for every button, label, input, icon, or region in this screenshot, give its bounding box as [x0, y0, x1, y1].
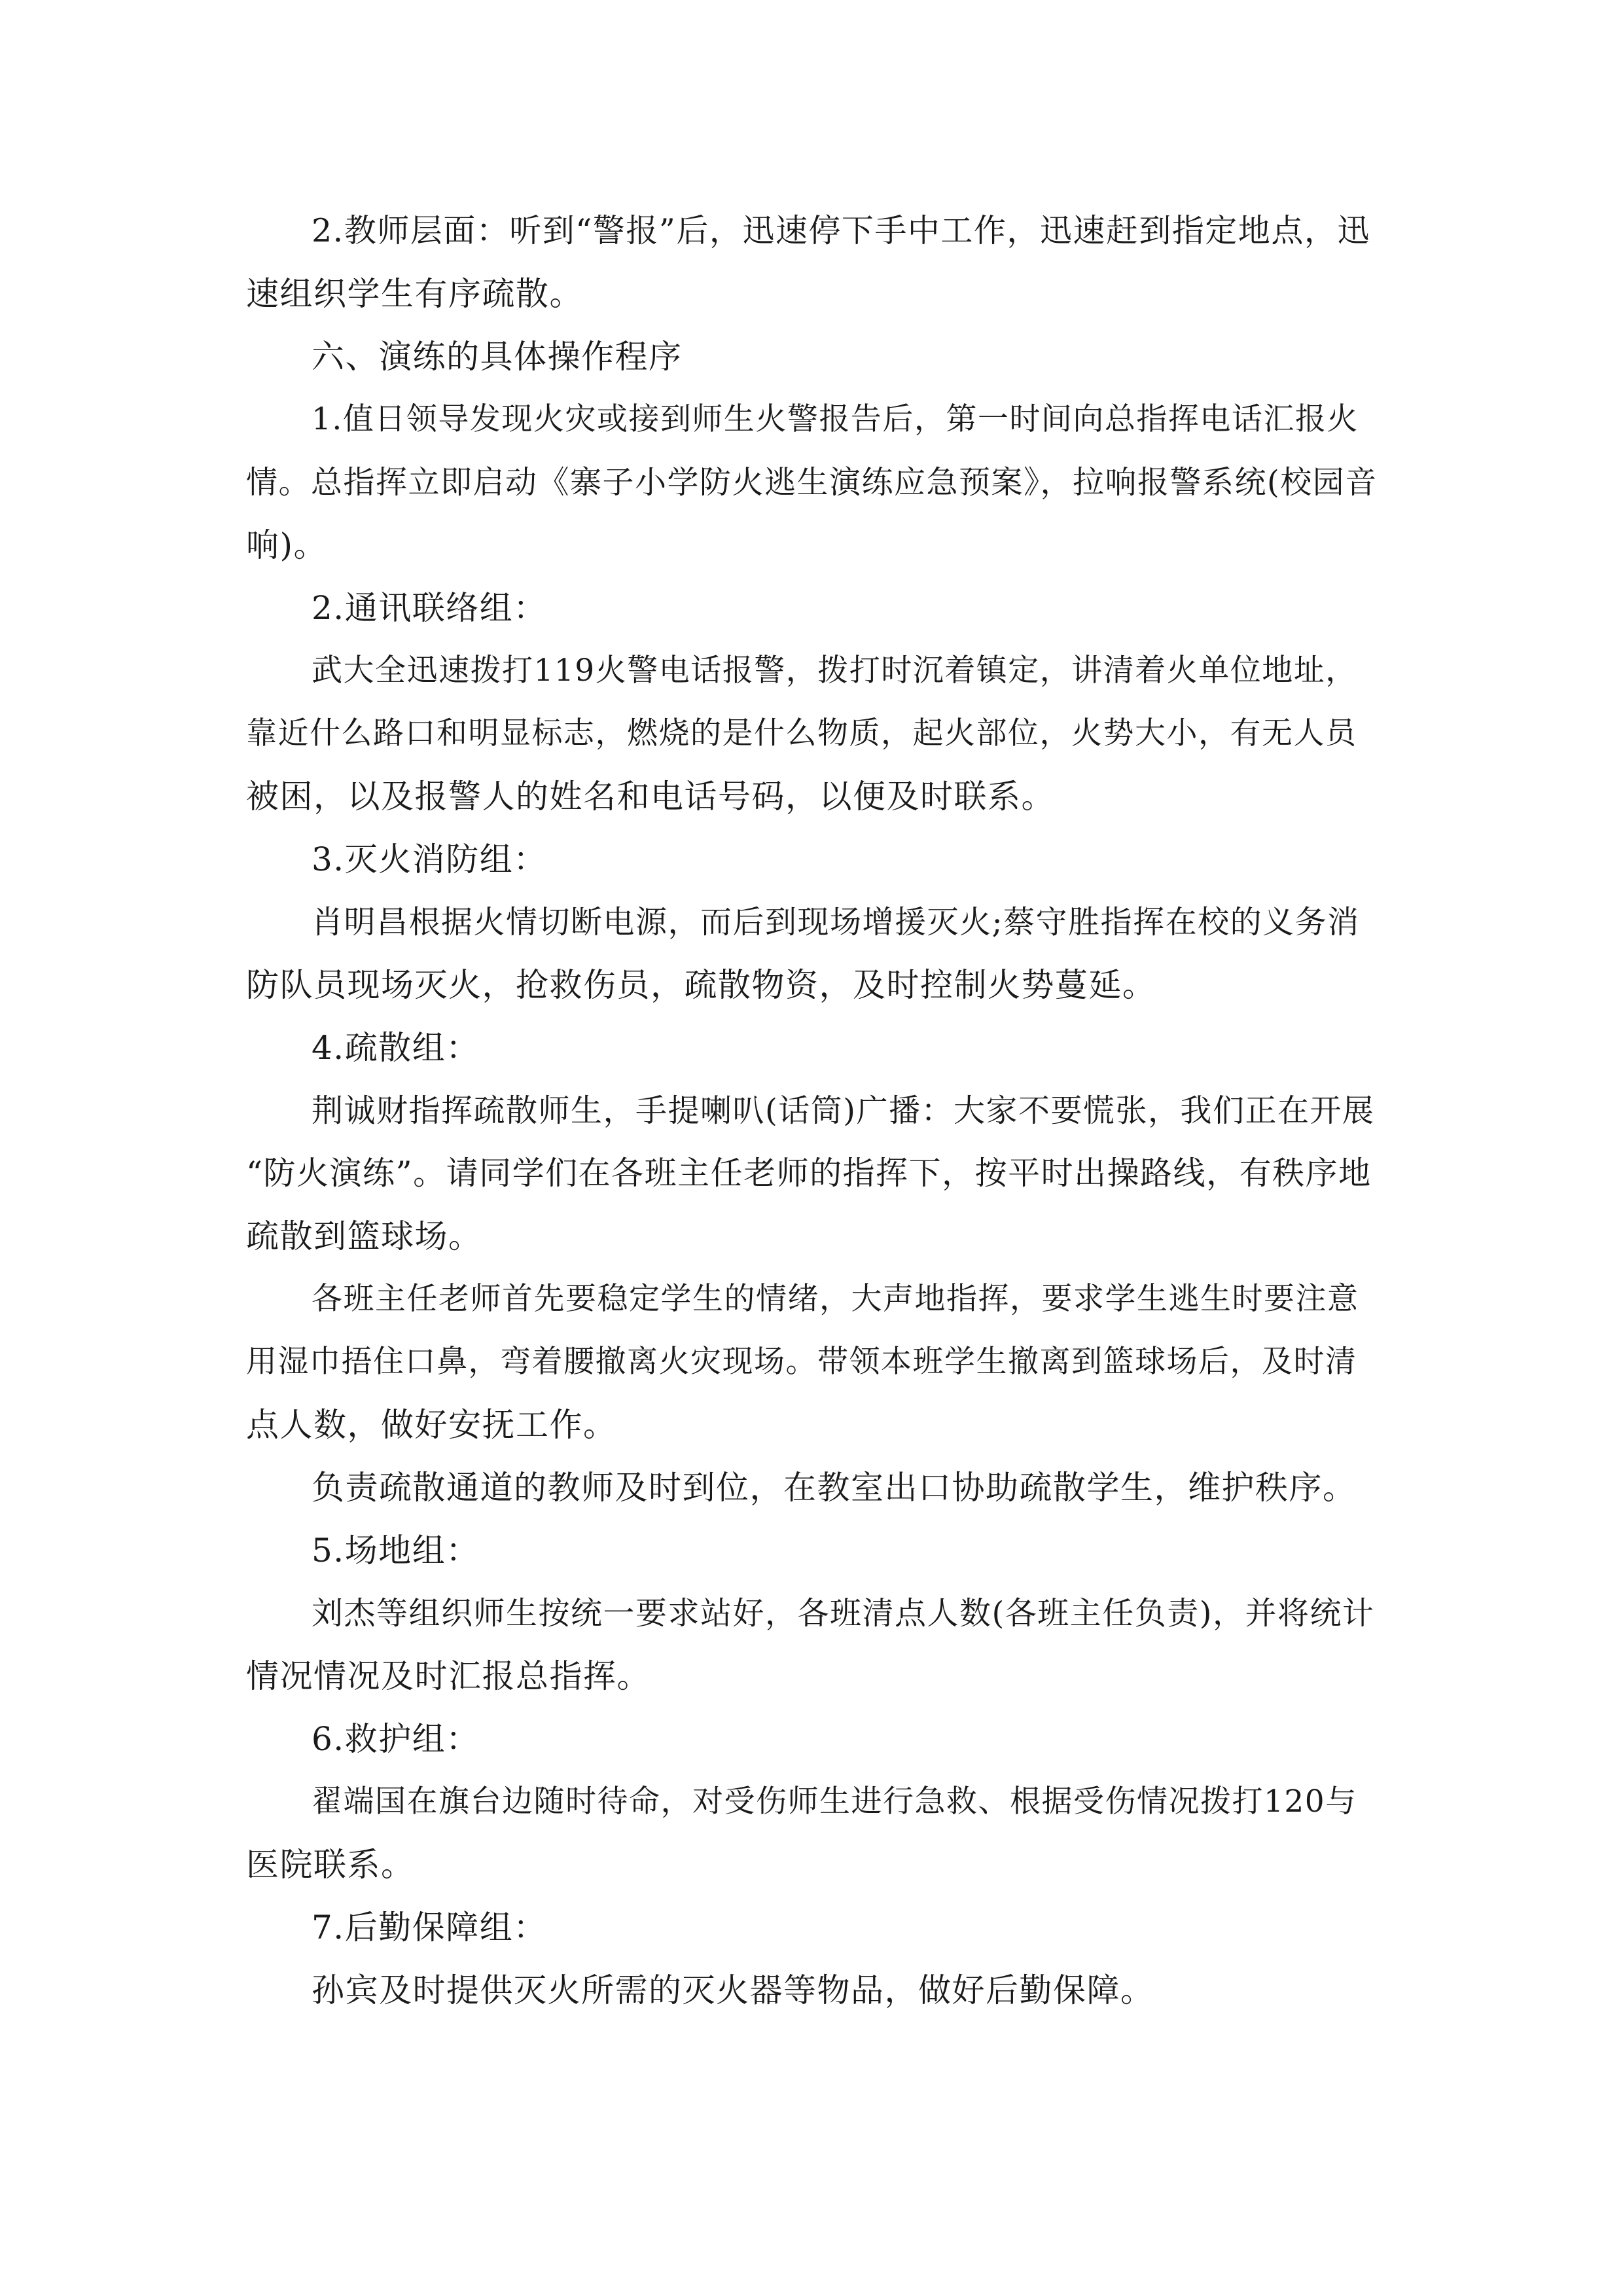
text-line: 翟端国在旗台边随时待命，对受伤师生进行急救、根据受伤情况拨打120与: [312, 1784, 1357, 1820]
text-line: 各班主任老师首先要稳定学生的情绪，大声地指挥，要求学生逃生时要注意: [312, 1281, 1359, 1317]
subsection-heading: 6.救护组：: [312, 1720, 480, 1758]
text-line: 速组织学生有序疏散。: [246, 275, 583, 313]
text-line: 疏散到篮球场。: [246, 1217, 482, 1255]
text-line: 荆诚财指挥疏散师生，手提喇叭(话筒)广播：大家不要慌张，我们正在开展: [312, 1092, 1375, 1129]
text-line: 负责疏散通道的教师及时到位，在教室出口协助疏散学生，维护秩序。: [312, 1469, 1357, 1507]
text-line: 响)。: [246, 526, 328, 564]
subsection-heading: 5.场地组：: [312, 1532, 480, 1570]
text-line: 武大全迅速拨打119火警电话报警，拨打时沉着镇定，讲清着火单位地址，: [312, 653, 1357, 689]
section-heading: 六、演练的具体操作程序: [312, 338, 683, 376]
text-line: 用湿巾捂住口鼻，弯着腰撤离火灾现场。带领本班学生撤离到篮球场后，及时清: [246, 1344, 1357, 1380]
text-line: 被困，以及报警人的姓名和电话号码，以便及时联系。: [246, 778, 1055, 816]
text-line: 医院联系。: [246, 1846, 415, 1884]
text-line: 情况情况及时汇报总指挥。: [246, 1657, 651, 1695]
subsection-heading: 2.通讯联络组：: [312, 589, 547, 627]
text-line: “防火演练”。请同学们在各班主任老师的指挥下，按平时出操路线，有秩序地: [246, 1155, 1372, 1192]
subsection-heading: 3.灭火消防组：: [312, 840, 547, 878]
text-line: 刘杰等组织师生按统一要求站好，各班清点人数(各班主任负责)，并将统计: [312, 1595, 1375, 1632]
text-line: 点人数，做好安抚工作。: [246, 1406, 617, 1444]
text-line: 情。总指挥立即启动《寨子小学防火逃生演练应急预案》，拉响报警系统(校园音: [246, 464, 1378, 501]
text-line: 防队员现场灭火，抢救伤员，疏散物资，及时控制火势蔓延。: [246, 966, 1156, 1004]
text-line: 靠近什么路口和明显标志，燃烧的是什么物质，起火部位，火势大小，有无人员: [246, 715, 1357, 751]
text-line: 2.教师层面：听到“警报”后，迅速停下手中工作，迅速赶到指定地点，迅: [312, 212, 1370, 249]
text-line: 1.值日领导发现火灾或接到师生火警报告后，第一时间向总指挥电话汇报火: [312, 401, 1359, 437]
subsection-heading: 7.后勤保障组：: [312, 1909, 547, 1946]
text-line: 孙宾及时提供灭火所需的灭火器等物品，做好后勤保障。: [312, 1971, 1154, 2009]
text-line: 肖明昌根据火情切断电源，而后到现场增援灭火;蔡守胜指挥在校的义务消: [312, 904, 1360, 941]
subsection-heading: 4.疏散组：: [312, 1029, 480, 1067]
